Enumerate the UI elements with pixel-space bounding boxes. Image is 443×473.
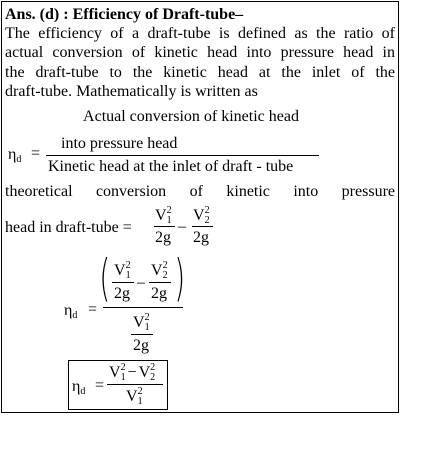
theory-v1-squared: $V1^2$ (155, 205, 172, 226)
theory-frac2-bar (192, 226, 213, 227)
eq2-inner-bar-2 (149, 282, 171, 283)
eq3-equals: = (95, 377, 105, 394)
eq2-inner-denominator-2: 2g (151, 285, 167, 302)
eq2-right-paren: ) (174, 249, 186, 307)
eq1-denominator: Kinetic head at the inlet of draft - tube (48, 158, 294, 175)
eq2-v2-squared: $V2^2$ (151, 260, 168, 281)
theory-frac2-denominator: 2g (193, 229, 209, 246)
eq2-denominator-v1-squared: $V1^2$ (133, 312, 150, 333)
eq2-inner-bar-1 (112, 282, 134, 283)
eq1-equals: = (31, 145, 41, 162)
intro-line-3: the draft-tube to the kinetic head at the inlet of the (5, 64, 395, 81)
intro-line-1: The efficiency of a draft-tube is defined as the ratio of (5, 25, 395, 42)
theory-minus: – (178, 218, 186, 235)
intro-line-4: draft-tube. Mathematically is written as (5, 83, 258, 100)
eq2-equals: = (88, 301, 98, 318)
eq1-eta: ηd (8, 146, 22, 165)
eq3-eta: ηd (72, 378, 86, 397)
answer-heading: Ans. (d) : Efficiency of Draft-tube– (5, 6, 244, 23)
answer-box (1, 1, 399, 413)
eq3-fraction-bar (107, 384, 163, 385)
eq2-minus: – (137, 274, 145, 291)
intro-line-2: actual conversion of kinetic head into pressure head in (5, 44, 395, 61)
theory-frac1-bar (154, 226, 175, 227)
theory-v2-squared: $V2^2$ (193, 205, 210, 226)
eq1-numerator-line1: Actual conversion of kinetic head (83, 108, 299, 125)
theory-line-2: head in draft-tube = (5, 219, 132, 236)
eq1-numerator-line2: into pressure head (61, 135, 178, 152)
theory-line-1: theoretical conversion of kinetic into pressure (5, 183, 395, 200)
eq1-fraction-bar (46, 155, 319, 156)
eq2-denominator-bar (131, 334, 153, 335)
eq2-main-bar (103, 307, 183, 308)
eq3-denominator: $V1^2$ (126, 386, 143, 407)
eq3-numerator: $V1^2 - V2^2$ (109, 362, 156, 383)
eq2-eta: ηd (64, 302, 78, 321)
eq2-denominator-2g: 2g (133, 337, 149, 354)
eq2-v1-squared: $V1^2$ (114, 260, 131, 281)
eq2-inner-denominator-1: 2g (114, 285, 130, 302)
theory-frac1-denominator: 2g (155, 229, 171, 246)
eq2-left-paren: ( (99, 249, 111, 307)
